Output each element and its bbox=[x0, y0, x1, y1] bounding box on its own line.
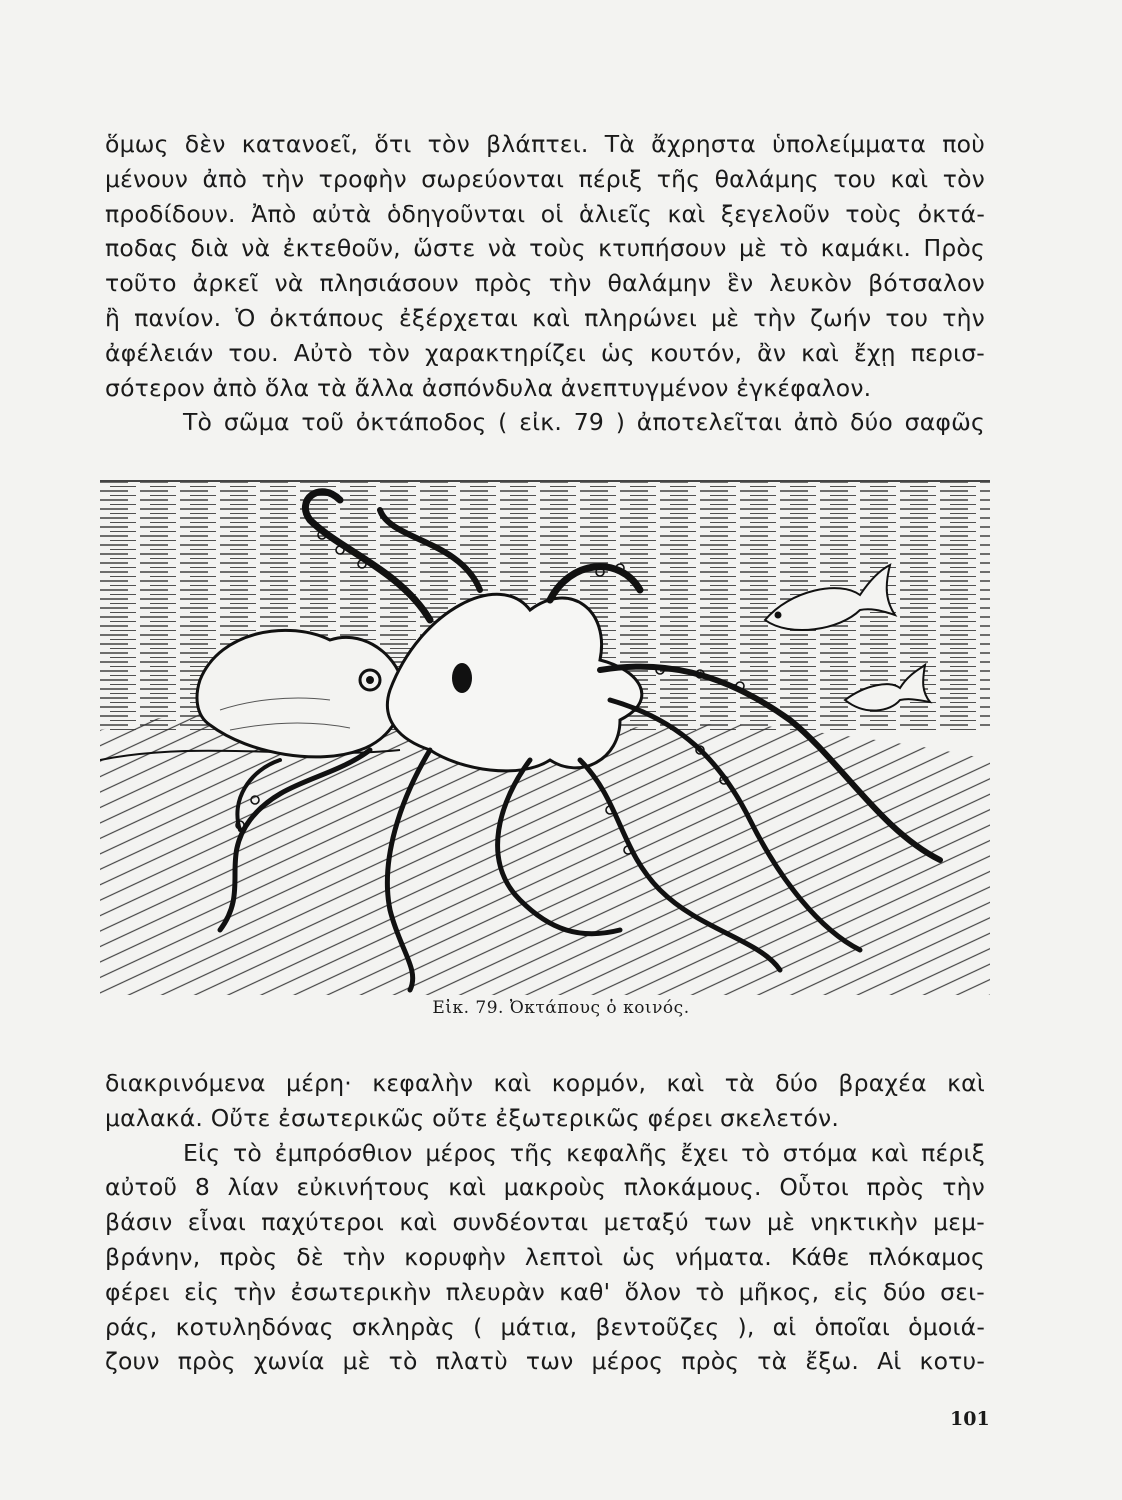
text-line: ποδας διὰ νὰ ἐκτεθοῦν, ὥστε νὰ τοὺς κτυπήσουν μὲ τὸ καμάκι. Πρὸς bbox=[105, 234, 985, 263]
octopus-mantle bbox=[197, 630, 403, 757]
text-line: ἀφέλειάν του. Αὐτὸ τὸν χαρακτηρίζει ὡς κουτόν, ἂν καὶ ἔχῃ περισ- bbox=[105, 338, 985, 367]
text-line: ράς, κοτυληδόνας σκληρὰς ( μάτια, βεντοῦζες ), αἱ ὁποῖαι ὁμοιά- bbox=[105, 1312, 985, 1341]
text-line: μένουν ἀπὸ τὴν τροφὴν σωρεύονται πέριξ τῆς θαλάμης του καὶ τὸν bbox=[105, 164, 985, 193]
text-line: σότερον ἀπὸ ὅλα τὰ ἄλλα ἀσπόνδυλα ἀνεπτυγμένον ἐγκέφαλον. bbox=[105, 373, 872, 402]
text-line: ζουν πρὸς χωνία μὲ τὸ πλατὺ των μέρος πρὸς τὰ ἔξω. Αἱ κοτυ- bbox=[105, 1347, 985, 1376]
text-line: μαλακά. Οὔτε ἐσωτερικῶς οὔτε ἐξωτερικῶς φέρει σκελετόν. bbox=[105, 1103, 840, 1132]
text-line: ὅμως δὲν κατανοεῖ, ὅτι τὸν βλάπτει. Τὰ ἄχρηστα ὑπολείμματα ποὺ bbox=[105, 130, 985, 158]
bottom-paragraph bbox=[105, 1066, 985, 1379]
text-line: διακρινόμενα μέρη· κεφαλὴν καὶ κορμόν, καὶ τὰ δύο βραχέα καὶ bbox=[105, 1069, 985, 1097]
figure-caption: Εἰκ. 79. Ὀκτάπους ὁ κοινός. bbox=[432, 998, 690, 1018]
text-line: ἢ πανίον. Ὁ ὀκτάπους ἐξέρχεται καὶ πληρώνει μὲ τὴν ζωήν του τὴν bbox=[105, 303, 985, 332]
text-line: βράνην, πρὸς δὲ τὴν κορυφὴν λεπτοὶ ὡς νήματα. Κάθε πλόκαμος bbox=[105, 1242, 985, 1271]
text-line: φέρει εἰς τὴν ἐσωτερικὴν πλευρὰν καθ' ὅλον τὸ μῆκος, εἰς δύο σει- bbox=[105, 1277, 985, 1306]
octopus-illustration bbox=[100, 460, 990, 995]
text-line: βάσιν εἶναι παχύτεροι καὶ συνδέονται μεταξύ των μὲ νηκτικὴν μεμ- bbox=[105, 1208, 985, 1237]
text-line: αὐτοῦ 8 λίαν εὐκινήτους καὶ μακροὺς πλοκάμους. Οὗτοι πρὸς τὴν bbox=[105, 1173, 985, 1202]
page-number: 101 bbox=[950, 1408, 990, 1430]
text-line: τοῦτο ἀρκεῖ νὰ πλησιάσουν πρὸς τὴν θαλάμην ἓν λευκὸν βότσαλον bbox=[105, 269, 985, 298]
text-line: προδίδουν. Ἀπὸ αὐτὰ ὁδηγοῦνται οἱ ἁλιεῖς καὶ ξεγελοῦν τοὺς ὀκτά- bbox=[105, 199, 985, 228]
text-line: Τὸ σῶμα τοῦ ὀκτάποδος ( εἰκ. 79 ) ἀποτελεῖται ἀπὸ δύο σαφῶς bbox=[183, 408, 985, 437]
text-line: Εἰς τὸ ἐμπρόσθιον μέρος τῆς κεφαλῆς ἔχει τὸ στόμα καὶ πέριξ bbox=[183, 1138, 985, 1167]
top-paragraph bbox=[105, 127, 985, 440]
octopus-siphon bbox=[452, 663, 472, 693]
